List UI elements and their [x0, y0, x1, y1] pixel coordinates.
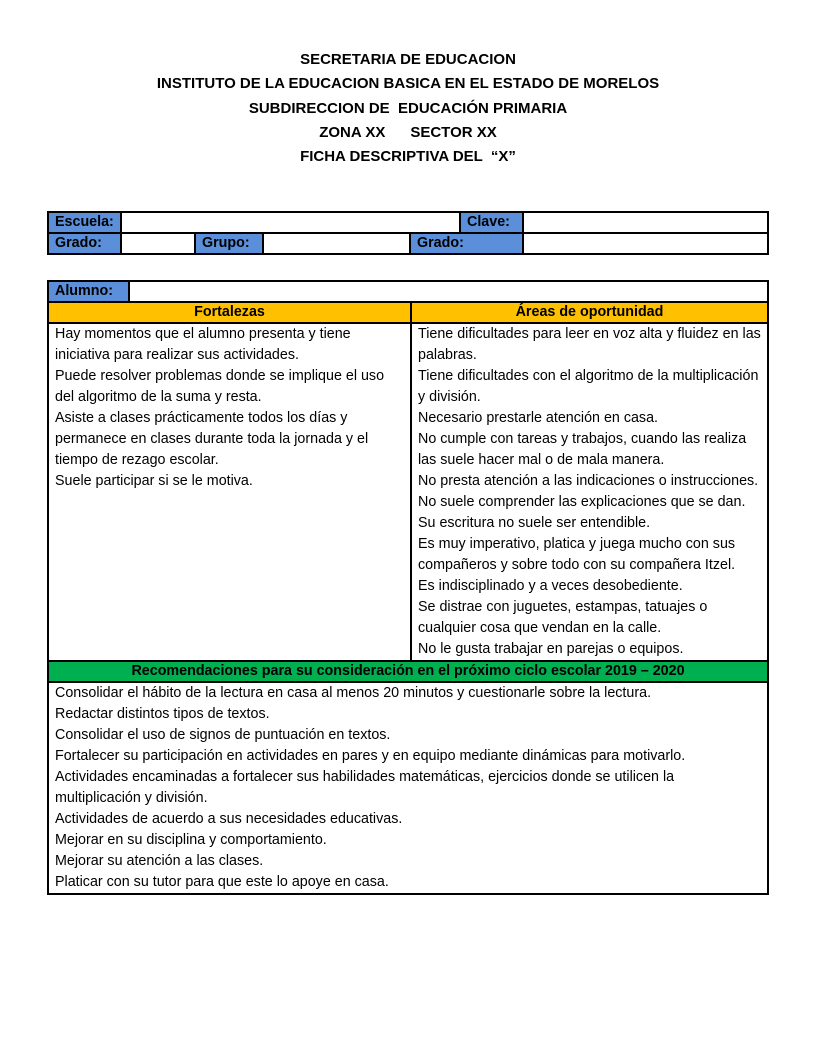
fortaleza-item: Hay momentos que el alumno presenta y tiene iniciativa para realizar sus actividades. — [55, 326, 351, 363]
fortaleza-item: Suele participar si se le motiva. — [55, 473, 253, 489]
recomendacion-item: Fortalecer su participación en actividades en pares y en equipo mediante dinámicas para motivarlo. — [55, 748, 686, 764]
recomendacion-item: Consolidar el uso de signos de puntuación en textos. — [55, 727, 391, 743]
areas-oportunidad-header: Áreas de oportunidad — [411, 302, 768, 323]
area-item: No cumple con tareas y trabajos, cuando las realiza las suele hacer mal o de mala manera. — [418, 431, 747, 468]
recomendacion-item: Mejorar su atención a las clases. — [55, 853, 264, 869]
area-item: Es muy imperativo, platica y juega mucho con sus compañeros y sobre todo con su compañera Itzel. — [418, 536, 736, 573]
grupo-label: Grupo: — [195, 233, 263, 254]
area-item: No le gusta trabajar en parejas o equipos. — [418, 641, 684, 657]
grado2-field[interactable] — [523, 233, 768, 254]
area-item: Tiene dificultades para leer en voz alta y fluidez en las palabras. — [418, 326, 761, 363]
clave-field[interactable] — [523, 212, 768, 233]
clave-label: Clave: — [460, 212, 523, 233]
area-item: Necesario prestarle atención en casa. — [418, 410, 659, 426]
area-item: Tiene dificultades con el algoritmo de la multiplicación y división. — [418, 368, 759, 405]
grado-label: Grado: — [48, 233, 121, 254]
fortalezas-cell — [48, 323, 411, 661]
grado2-label: Grado: — [410, 233, 523, 254]
header-zona-sector: ZONA XX SECTOR XX — [319, 123, 497, 141]
grupo-field[interactable] — [263, 233, 410, 254]
header-ficha-title: FICHA DESCRIPTIVA DEL “X” — [300, 148, 516, 166]
recomendacion-item: Redactar distintos tipos de textos. — [55, 706, 270, 722]
recomendacion-item: Consolidar el hábito de la lectura en casa al menos 20 minutos y cuestionarle sobre la lectura. — [55, 685, 652, 701]
document-header — [0, 48, 816, 169]
area-item: Es indisciplinado y a veces desobediente. — [418, 578, 683, 594]
recomendacion-item: Actividades de acuerdo a sus necesidades educativas. — [55, 811, 403, 827]
fortaleza-item: Asiste a clases prácticamente todos los días y permanece en clases durante toda la jornada y el tiempo de rezago escolar. — [55, 410, 369, 468]
alumno-field[interactable] — [129, 281, 768, 302]
header-instituto: INSTITUTO DE LA EDUCACION BASICA EN EL ESTADO DE MORELOS — [156, 75, 660, 93]
alumno-label: Alumno: — [48, 281, 129, 302]
area-item: Se distrae con juguetes, estampas, tatuajes o cualquier cosa que vendan en la calle. — [418, 599, 708, 636]
recomendacion-item: Mejorar en su disciplina y comportamiento. — [55, 832, 327, 848]
escuela-field[interactable] — [121, 212, 460, 233]
header-subdireccion: SUBDIRECCION DE EDUCACIÓN PRIMARIA — [248, 99, 568, 117]
area-item: No presta atención a las indicaciones o instrucciones. — [418, 473, 759, 489]
recomendacion-item: Platicar con su tutor para que este lo apoye en casa. — [55, 874, 389, 890]
fortaleza-item: Puede resolver problemas donde se implique el uso del algoritmo de la suma y resta. — [55, 368, 385, 405]
school-info-table — [47, 211, 769, 255]
grado-field[interactable] — [121, 233, 195, 254]
student-evaluation-table — [47, 280, 769, 895]
header-secretaria: SECRETARIA DE EDUCACION — [300, 51, 516, 68]
escuela-label: Escuela: — [48, 212, 121, 233]
areas-oportunidad-cell — [411, 323, 768, 661]
area-item: No suele comprender las explicaciones que se dan. — [418, 494, 746, 510]
fortalezas-header: Fortalezas — [48, 302, 411, 323]
recomendaciones-header: Recomendaciones para su consideración en el próximo ciclo escolar 2019 – 2020 — [48, 661, 768, 682]
recomendaciones-cell — [48, 682, 768, 894]
area-item: Su escritura no suele ser entendible. — [418, 515, 651, 531]
recomendacion-item: Actividades encaminadas a fortalecer sus habilidades matemáticas, ejercicios donde se utilicen la multiplicación y división. — [55, 769, 675, 806]
